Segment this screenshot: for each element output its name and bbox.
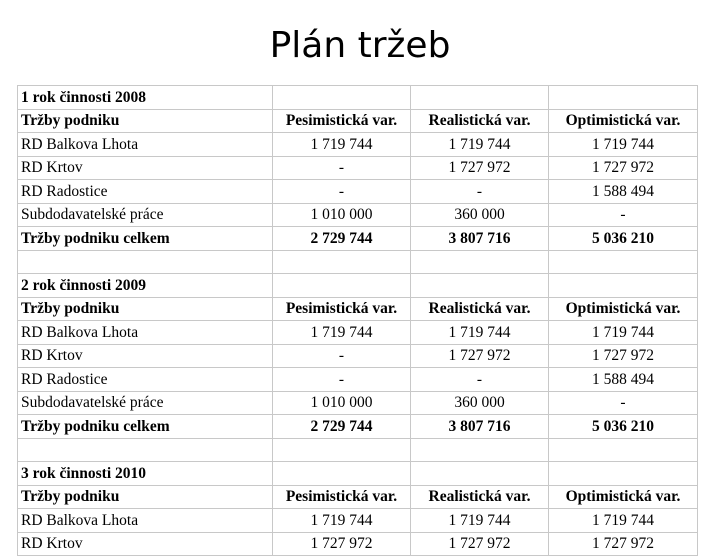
value-cell: 1 719 744 — [411, 321, 549, 345]
row-label: RD Krtov — [18, 156, 273, 180]
row-label: RD Krtov — [18, 344, 273, 368]
value-cell: 1 719 744 — [273, 133, 411, 157]
header-row — [18, 109, 698, 133]
data-row — [18, 509, 698, 533]
total-value: 2 729 744 — [273, 227, 411, 251]
column-header: Optimistická var. — [549, 297, 698, 321]
empty-cell — [273, 462, 411, 486]
empty-cell — [549, 86, 698, 110]
row-label: RD Krtov — [18, 532, 273, 556]
header-label: Tržby podniku — [18, 297, 273, 321]
slide-title: Plán tržeb — [269, 25, 451, 66]
year-row — [18, 86, 698, 110]
empty-cell — [549, 250, 698, 274]
total-value: 5 036 210 — [549, 415, 698, 439]
column-header: Optimistická var. — [549, 485, 698, 509]
data-row — [18, 180, 698, 204]
value-cell: - — [273, 368, 411, 392]
year-label: 1 rok činnosti 2008 — [18, 86, 273, 110]
value-cell: 1 719 744 — [549, 509, 698, 533]
column-header: Realistická var. — [411, 109, 549, 133]
empty-cell — [549, 438, 698, 462]
value-cell: 1 727 972 — [549, 344, 698, 368]
value-cell: 360 000 — [411, 203, 549, 227]
value-cell: - — [549, 203, 698, 227]
row-label: RD Balkova Lhota — [18, 509, 273, 533]
value-cell: 1 727 972 — [549, 156, 698, 180]
value-cell: 360 000 — [411, 391, 549, 415]
value-cell: 1 719 744 — [273, 509, 411, 533]
empty-cell — [549, 274, 698, 298]
year-label: 2 rok činnosti 2009 — [18, 274, 273, 298]
column-header: Realistická var. — [411, 297, 549, 321]
spacer-row — [18, 250, 698, 274]
empty-cell — [18, 438, 273, 462]
value-cell: 1 727 972 — [411, 156, 549, 180]
total-row — [18, 227, 698, 251]
empty-cell — [273, 438, 411, 462]
column-header: Pesimistická var. — [273, 109, 411, 133]
total-value: 2 729 744 — [273, 415, 411, 439]
value-cell: 1 727 972 — [411, 532, 549, 556]
column-header: Optimistická var. — [549, 109, 698, 133]
data-row — [18, 391, 698, 415]
column-header: Pesimistická var. — [273, 485, 411, 509]
sales-plan-table — [17, 85, 698, 556]
empty-cell — [411, 86, 549, 110]
row-label: RD Balkova Lhota — [18, 321, 273, 345]
data-row — [18, 368, 698, 392]
header-row — [18, 485, 698, 509]
value-cell: 1 727 972 — [549, 532, 698, 556]
total-label: Tržby podniku celkem — [18, 415, 273, 439]
data-row — [18, 321, 698, 345]
row-label: RD Radostice — [18, 368, 273, 392]
total-value: 3 807 716 — [411, 415, 549, 439]
spreadsheet-table — [17, 85, 697, 553]
empty-cell — [549, 462, 698, 486]
empty-cell — [411, 250, 549, 274]
total-value: 3 807 716 — [411, 227, 549, 251]
value-cell: 1 727 972 — [411, 344, 549, 368]
empty-cell — [18, 250, 273, 274]
empty-cell — [411, 274, 549, 298]
total-row — [18, 415, 698, 439]
empty-cell — [273, 86, 411, 110]
value-cell: 1 719 744 — [411, 133, 549, 157]
value-cell: 1 010 000 — [273, 203, 411, 227]
value-cell: 1 719 744 — [411, 509, 549, 533]
value-cell: 1 719 744 — [273, 321, 411, 345]
empty-cell — [273, 250, 411, 274]
header-row — [18, 297, 698, 321]
value-cell: - — [411, 368, 549, 392]
value-cell: 1 727 972 — [273, 532, 411, 556]
data-row — [18, 133, 698, 157]
spacer-row — [18, 438, 698, 462]
row-label: Subdodavatelské práce — [18, 203, 273, 227]
empty-cell — [411, 462, 549, 486]
data-row — [18, 156, 698, 180]
row-label: RD Balkova Lhota — [18, 133, 273, 157]
data-row — [18, 344, 698, 368]
row-label: Subdodavatelské práce — [18, 391, 273, 415]
value-cell: - — [273, 156, 411, 180]
value-cell: 1 719 744 — [549, 321, 698, 345]
value-cell: - — [549, 391, 698, 415]
total-label: Tržby podniku celkem — [18, 227, 273, 251]
row-label: RD Radostice — [18, 180, 273, 204]
column-header: Realistická var. — [411, 485, 549, 509]
year-label: 3 rok činnosti 2010 — [18, 462, 273, 486]
empty-cell — [411, 438, 549, 462]
value-cell: 1 010 000 — [273, 391, 411, 415]
data-row — [18, 532, 698, 556]
value-cell: - — [273, 180, 411, 204]
value-cell: - — [273, 344, 411, 368]
year-row — [18, 274, 698, 298]
header-label: Tržby podniku — [18, 109, 273, 133]
value-cell: 1 719 744 — [549, 133, 698, 157]
value-cell: - — [411, 180, 549, 204]
year-row — [18, 462, 698, 486]
total-value: 5 036 210 — [549, 227, 698, 251]
value-cell: 1 588 494 — [549, 368, 698, 392]
header-label: Tržby podniku — [18, 485, 273, 509]
empty-cell — [273, 274, 411, 298]
value-cell: 1 588 494 — [549, 180, 698, 204]
data-row — [18, 203, 698, 227]
column-header: Pesimistická var. — [273, 297, 411, 321]
